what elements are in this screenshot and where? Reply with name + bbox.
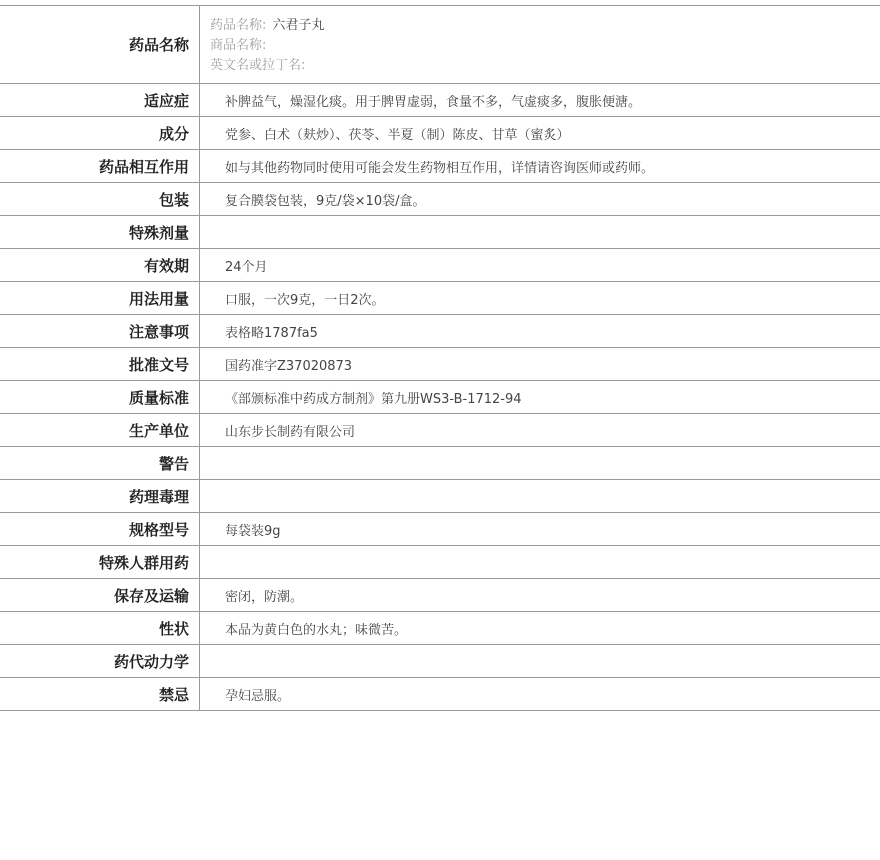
spec-value: 补脾益气，燥湿化痰。用于脾胃虚弱，食量不多，气虚痰多，腹胀便溏。 <box>225 94 642 110</box>
spec-value: 表格略1787fa5 <box>225 325 318 341</box>
spec-value: 《部颁标准中药成方制剂》第九册WS3-B-1712-94 <box>225 391 522 407</box>
spec-label: 禁忌 <box>0 678 200 710</box>
spec-row <box>0 546 880 579</box>
spec-value <box>200 645 880 677</box>
spec-value: 每袋装9g <box>225 523 281 539</box>
spec-label: 质量标准 <box>0 381 200 413</box>
spec-value: 密闭，防潮。 <box>225 589 304 605</box>
spec-value <box>200 546 880 578</box>
spec-label: 药代动力学 <box>0 645 200 677</box>
spec-row <box>0 150 880 183</box>
spec-row <box>0 216 880 249</box>
spec-label: 用法用量 <box>0 282 200 314</box>
spec-label: 有效期 <box>0 249 200 281</box>
spec-row <box>0 645 880 678</box>
spec-label: 包装 <box>0 183 200 215</box>
drug-name-block <box>200 6 880 83</box>
spec-row <box>0 579 880 612</box>
spec-row <box>0 678 880 711</box>
trade-name-line <box>210 36 880 56</box>
name-key: 商品名称: <box>210 38 267 53</box>
spec-value <box>200 480 880 512</box>
spec-value: 复合膜袋包装，9克/袋×10袋/盒。 <box>225 193 426 209</box>
spec-value: 国药准字Z37020873 <box>225 358 353 374</box>
spec-label: 生产单位 <box>0 414 200 446</box>
spec-row <box>0 447 880 480</box>
spec-label: 成分 <box>0 117 200 149</box>
spec-label: 特殊人群用药 <box>0 546 200 578</box>
spec-label: 适应症 <box>0 84 200 116</box>
name-value: 六君子丸 <box>272 18 325 33</box>
spec-row <box>0 249 880 282</box>
spec-row <box>0 315 880 348</box>
spec-row <box>0 513 880 546</box>
spec-label: 性状 <box>0 612 200 644</box>
drug-spec-table <box>0 5 880 711</box>
spec-label: 规格型号 <box>0 513 200 545</box>
spec-label: 批准文号 <box>0 348 200 380</box>
spec-label: 药品相互作用 <box>0 150 200 182</box>
spec-value: 24个月 <box>225 259 268 275</box>
spec-value: 党参、白术（麸炒）、茯苓、半夏（制）陈皮、甘草（蜜炙） <box>225 127 570 143</box>
spec-rows <box>0 84 880 711</box>
spec-row <box>0 348 880 381</box>
spec-row <box>0 414 880 447</box>
spec-row <box>0 183 880 216</box>
spec-label: 警告 <box>0 447 200 479</box>
spec-value: 本品为黄白色的水丸；味微苦。 <box>225 622 408 638</box>
spec-label: 药理毒理 <box>0 480 200 512</box>
latin-name-line <box>210 56 880 76</box>
spec-row <box>0 381 880 414</box>
spec-value: 孕妇忌服。 <box>225 688 291 704</box>
spec-row <box>0 84 880 117</box>
spec-value: 口服，一次9克，一日2次。 <box>225 292 385 308</box>
spec-row-drug-name <box>0 6 880 84</box>
spec-label: 保存及运输 <box>0 579 200 611</box>
drug-name-line <box>210 16 880 36</box>
spec-row <box>0 282 880 315</box>
spec-label: 注意事项 <box>0 315 200 347</box>
spec-value: 如与其他药物同时使用可能会发生药物相互作用，详情请咨询医师或药师。 <box>225 160 655 176</box>
spec-value <box>200 216 880 248</box>
spec-row <box>0 480 880 513</box>
spec-row <box>0 612 880 645</box>
spec-value: 山东步长制药有限公司 <box>225 424 356 440</box>
spec-label: 药品名称 <box>0 6 200 83</box>
spec-row <box>0 117 880 150</box>
name-key: 英文名或拉丁名: <box>210 58 306 73</box>
spec-value <box>200 447 880 479</box>
name-key: 药品名称: <box>210 18 267 33</box>
spec-label: 特殊剂量 <box>0 216 200 248</box>
